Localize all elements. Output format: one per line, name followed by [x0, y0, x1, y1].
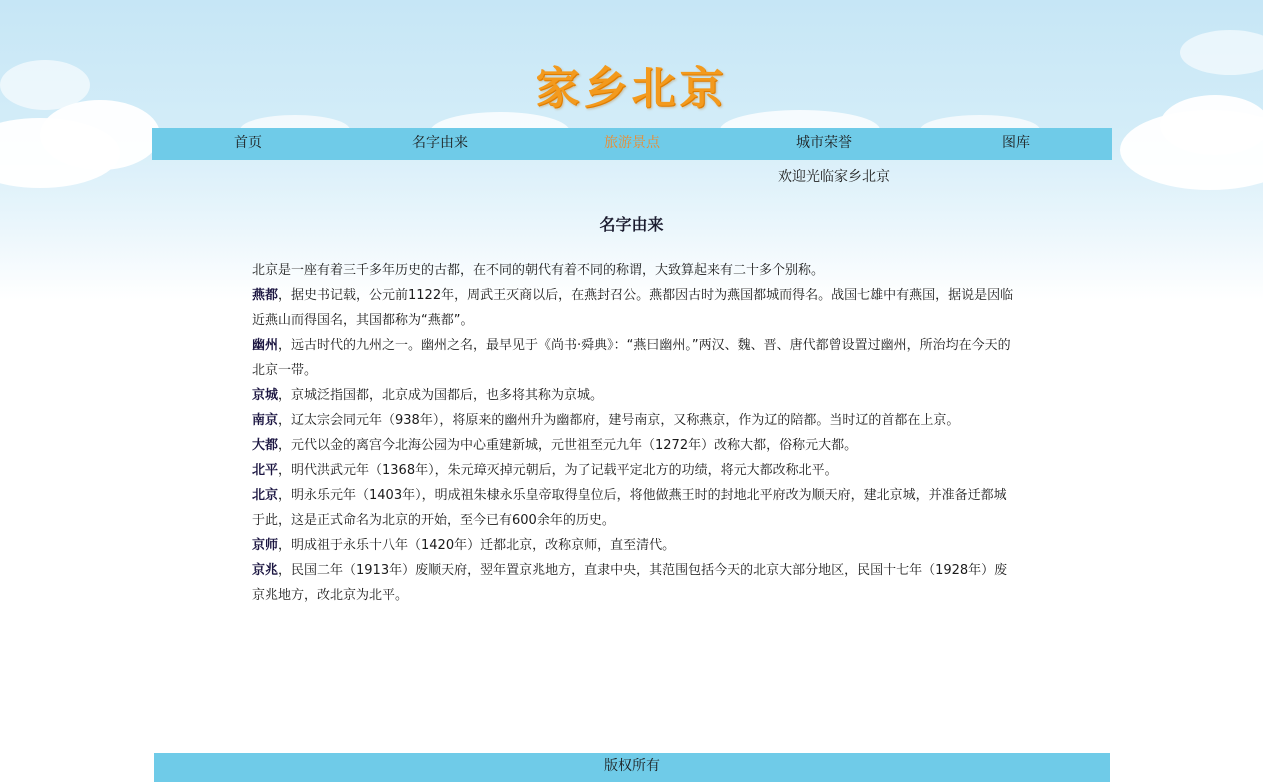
entry-term: 京师 — [252, 538, 279, 553]
list-item — [252, 283, 1014, 333]
entry-text: ，远古时代的九州之一。幽州之名，最早见于《尚书·舜典》：“燕曰幽州。”两汉、魏、晋、唐代都曾设置过幽州，所治均在今天的北京一带。 — [252, 338, 1011, 378]
entry-text: ，元代以金的离宫今北海公园为中心重建新城，元世祖至元九年（1272年）改称大都，俗称元大都。 — [278, 438, 858, 453]
entry-text: ，明永乐元年（1403年），明成祖朱棣永乐皇帝取得皇位后，将他做燕王时的封地北平府改为顺天府，建北京城，并准备迁都城于此，这是正式命名为北京的开始，至今已有600余年的历史。 — [252, 488, 1007, 528]
nav-item-gallery[interactable]: 图库 — [1002, 135, 1030, 151]
article-intro: 北京是一座有着三千多年历史的古都，在不同的朝代有着不同的称谓，大致算起来有二十多个别称。 — [252, 263, 825, 278]
main-nav — [152, 128, 1112, 160]
entry-term: 京兆 — [252, 563, 279, 578]
site-logo: 家乡北京 — [535, 63, 728, 114]
list-item — [252, 483, 1014, 533]
list-item — [252, 433, 1014, 458]
entry-text: ，辽太宗会同元年（938年），将原来的幽州升为幽都府，建号南京，又称燕京，作为辽的陪都。当时辽的首都在上京。 — [278, 413, 960, 428]
entry-text: ，民国二年（1913年）废顺天府，翌年置京兆地方，直隶中央，其范围包括今天的北京大部分地区，民国十七年（1928年）废京兆地方，改北京为北平。 — [252, 563, 1008, 603]
entry-term: 大都 — [252, 438, 279, 453]
article-content — [252, 258, 1014, 608]
list-item — [252, 333, 1014, 383]
page-title: 名字由来 — [599, 215, 664, 234]
list-item — [252, 533, 1014, 558]
entry-term: 燕都 — [252, 288, 279, 303]
entry-term: 京城 — [252, 388, 279, 403]
welcome-message: 欢迎光临家乡北京 — [778, 169, 890, 185]
footer-copyright: 版权所有 — [154, 753, 1110, 782]
entry-term: 北京 — [252, 488, 279, 503]
entry-text: ，明代洪武元年（1368年），朱元璋灭掉元朝后，为了记载平定北方的功绩，将元大都改称北平。 — [278, 463, 838, 478]
entry-term: 幽州 — [252, 338, 279, 353]
entry-text: ，京城泛指国都，北京成为国都后，也多将其称为京城。 — [278, 388, 604, 403]
list-item — [252, 458, 1014, 483]
entry-text: ，明成祖于永乐十八年（1420年）迁都北京，改称京师，直至清代。 — [278, 538, 676, 553]
entry-term: 北平 — [252, 463, 279, 478]
entry-term: 南京 — [252, 413, 279, 428]
list-item — [252, 558, 1014, 608]
nav-item-home[interactable]: 首页 — [234, 135, 262, 151]
list-item — [252, 383, 1014, 408]
list-item — [252, 408, 1014, 433]
entry-text: ，据史书记载，公元前1122年，周武王灭商以后，在燕封召公。燕都因古时为燕国都城而得名。战国七雄中有燕国，据说是因临近燕山而得国名，其国都称为“燕都”。 — [252, 288, 1014, 328]
nav-item-tourist-attractions[interactable]: 旅游景点 — [604, 135, 660, 151]
nav-item-name-origin[interactable]: 名字由来 — [412, 135, 468, 151]
nav-item-city-honors[interactable]: 城市荣誉 — [796, 135, 852, 151]
